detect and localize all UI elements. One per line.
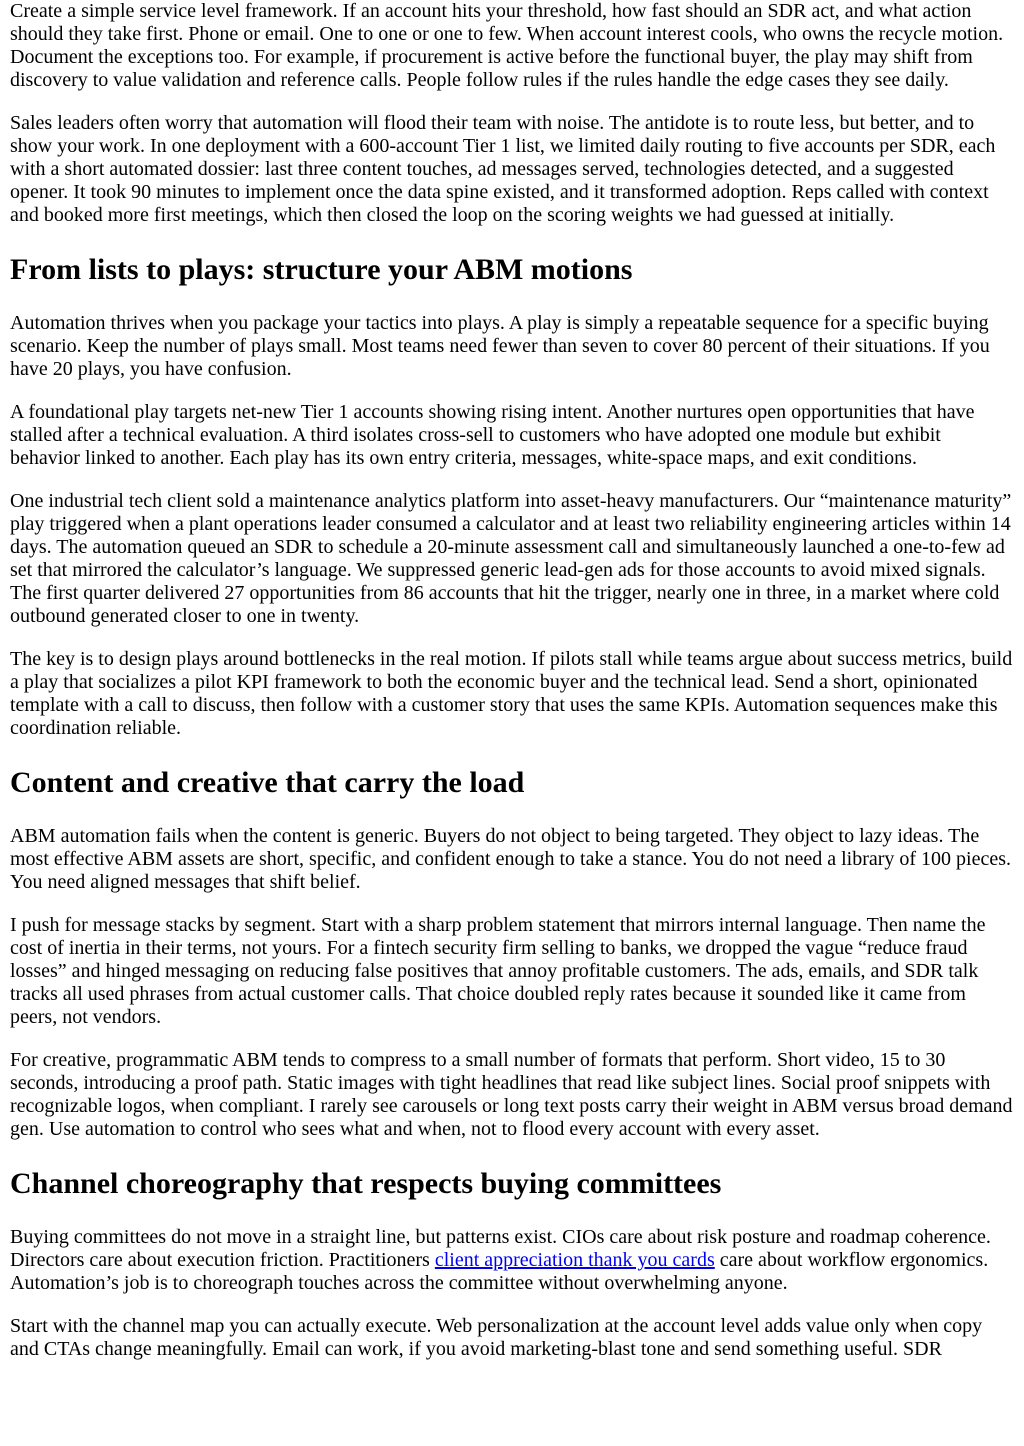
paragraph-creative-formats: For creative, programmatic ABM tends to compress to a small number of formats that perform. Short video, 15 to 30 seconds, introducing a proof path. Static images with tight headlines that read like subject lines. Social proof snippets with recognizable logos, when compliant. I rarely see carousels or long text posts carry their weight in ABM versus broad demand gen. Use automation to control who sees what and when, not to flood every account with every asset. [10,1049,1013,1140]
link-client-appreciation-thank-you-cards[interactable]: client appreciation thank you cards [434,1249,715,1271]
paragraph-automation-plays: Automation thrives when you package your tactics into plays. A play is simply a repeatable sequence for a specific buying scenario. Keep the number of plays small. Most teams need fewer than seven to cover 80 percent of their situations. If you have 20 plays, you have confusion. [10,312,990,380]
paragraph-service-level-framework: Create a simple service level framework. If an account hits your threshold, how fast should an SDR act, and what action should they take first. Phone or email. One to one or one to few. When account interest cools, who owns the recycle motion. Document the exceptions too. For example, if procurement is active before the functional buyer, the play may shift from discovery to value validation and reference calls. People follow rules if the rules handle the edge cases they see daily. [10,0,1004,91]
section-heading-content-creative: Content and creative that carry the load [10,766,525,799]
paragraph-channel-map: Start with the channel map you can actually execute. Web personalization at the account level adds value only when copy and CTAs change meaningfully. Email can work, if you avoid marketing-blast tone and send something useful. SDR [10,1315,983,1360]
paragraph-text-before-link: Buying committees do not move in a straight line, but patterns exist. CIOs care about risk posture and roadmap coherence. Directors care about execution friction. Practitioners [10,1226,991,1271]
section-heading-channel-choreography: Channel choreography that respects buying committees [10,1167,722,1200]
paragraph-buying-committees [10,1226,1014,1295]
paragraph-sales-leaders-routing: Sales leaders often worry that automation will flood their team with noise. The antidote is to route less, but better, and to show your work. In one deployment with a 600-account Tier 1 list, we limited daily routing to five accounts per SDR, each with a short automated dossier: last three content touches, ad messages served, technologies detected, and a suggested opener. It took 90 minutes to implement once the data spine existed, and it transformed adoption. Reps called with context and booked more first meetings, which then closed the loop on the scoring weights we had guessed at initially. [10,112,996,226]
section-heading-lists-to-plays: From lists to plays: structure your ABM motions [10,253,633,286]
paragraph-abm-automation-fails: ABM automation fails when the content is generic. Buyers do not object to being targeted. They object to lazy ideas. The most effective ABM assets are short, specific, and confident enough to take a stance. You do not need a library of 100 pieces. You need aligned messages that shift belief. [10,825,1012,893]
paragraph-industrial-tech-client: One industrial tech client sold a maintenance analytics platform into asset-heavy manufacturers. Our “maintenance maturity” play triggered when a plant operations leader consumed a calculator and at least two reliability engineering articles within 14 days. The automation queued an SDR to schedule a 20-minute assessment call and simultaneously launched a one-to-few ad set that mirrored the calculator’s language. We suppressed generic lead-gen ads for those accounts to avoid mixed signals. The first quarter delivered 27 opportunities from 86 accounts that hit the trigger, nearly one in three, in a market where cold outbound generated closer to one in twenty. [10,490,1012,627]
paragraph-message-stacks: I push for message stacks by segment. Start with a sharp problem statement that mirrors internal language. Then name the cost of inertia in their terms, not yours. For a fintech security firm selling to banks, we dropped the vague “reduce fraud losses” and hinged messaging on reducing false positives that annoy profitable customers. The ads, emails, and SDR talk tracks all used phrases from actual customer calls. That choice doubled reply rates because it sounded like it came from peers, not vendors. [10,914,986,1028]
paragraph-design-plays-bottlenecks: The key is to design plays around bottlenecks in the real motion. If pilots stall while teams argue about success metrics, build a play that socializes a pilot KPI framework to both the economic buyer and the technical lead. Send a short, opinionated template with a call to discuss, then follow with a customer story that uses the same KPIs. Automation sequences make this coordination reliable. [10,648,1013,739]
paragraph-text-after-link: care about workflow ergonomics. Automation’s job is to choreograph touches across the committee without overwhelming anyone. [10,1249,989,1294]
paragraph-foundational-play: A foundational play targets net-new Tier 1 accounts showing rising intent. Another nurtures open opportunities that have stalled after a technical evaluation. A third isolates cross-sell to customers who have adopted one module but exhibit behavior linked to another. Each play has its own entry criteria, messages, white-space maps, and exit conditions. [10,401,975,469]
